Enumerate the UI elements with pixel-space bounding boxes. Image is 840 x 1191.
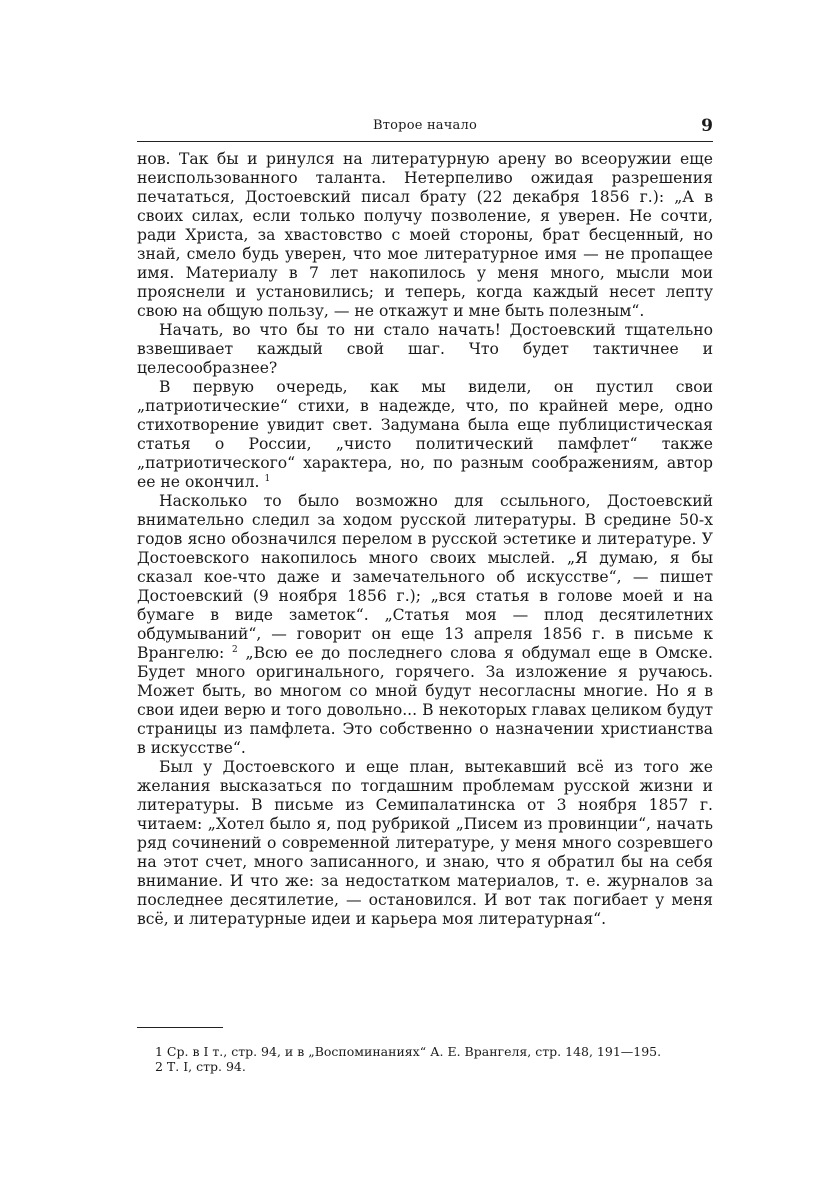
footnote-ref-2[interactable]: 2 [232, 644, 238, 655]
body-text [137, 150, 713, 929]
paragraph-2: Начать, во что бы то ни стало начать! Достоевский тщательно взвешивает каждый свой шаг. Что будет тактичнее и целесообразнее? [137, 321, 713, 377]
paragraph-3 [137, 378, 713, 492]
paragraph-4-text-b: „Всю ее до последнего слова я обдумал еще в Омске. Будет много оригинального, горячего. За изложение я ручаюсь. Может быть, во многом со мной будут несогласны многие. Но я в свои идеи верю и того довольно... В некоторых главах целиком будут страницы из памфлета. Это собственно о назначении христианства в искусстве“. [137, 644, 713, 757]
footnote-rule [137, 1027, 223, 1028]
paragraph-4 [137, 492, 713, 758]
header-rule [137, 141, 713, 142]
page-header [137, 118, 713, 140]
running-title: Второе начало [373, 118, 477, 133]
footnote-ref-1[interactable]: 1 [264, 473, 271, 484]
paragraph-3-text: В первую очередь, как мы видели, он пустил свои „патриотические“ стихи, в надежде, что, по крайней мере, одно стихотворение увидит свет. Задумана была еще публицистическая статья о России, „чисто политический памфлет“ также „патриотического“ характера, но, по разным соображениям, автор ее не окончил. [137, 378, 713, 491]
paragraph-1: нов. Так бы и ринулся на литературную арену во всеоружии еще неиспользованного таланта. Нетерпеливо ожидая разрешения печататься, Достоевский писал брату (22 декабря 1856 г.): „А в своих силах, если только получу позволение, я уверен. Не сочти, ради Христа, за хвастовство с моей стороны, брат бесценный, но знай, смело будь уверен, что мое литературное имя — не пропащее имя. Материалу в 7 лет накопилось у меня много, мысли мои прояснели и установились; и теперь, когда каждый несет лепту свою на общую пользу, — не откажут и мне быть полезным“. [137, 150, 713, 320]
footnote-2: 2 Т. I, стр. 94. [155, 1059, 246, 1074]
footnote-1: 1 Ср. в I т., стр. 94, и в „Воспоминаниях“ А. Е. Врангеля, стр. 148, 191—195. [155, 1044, 662, 1059]
page-number: 9 [701, 116, 713, 136]
paragraph-5: Был у Достоевского и еще план, вытекавший всё из того же желания высказаться по тогдашним проблемам русской жизни и литературы. В письме из Семипалатинска от 3 ноября 1857 г. читаем: „Хотел было я, под рубрикой „Писем из провинции“, начать ряд сочинений о современной литературе, у меня много созревшего на этот счет, много записанного, и знаю, что я обратил бы на себя внимание. И что же: за недостатком материалов, т. е. журналов за последнее десятилетие, — остановился. И вот так погибает у меня всё, и литературные идеи и карьера моя литературная“. [137, 758, 713, 928]
paragraph-4-text-a: Насколько то было возможно для ссыльного, Достоевский внимательно следил за ходом русской литературы. В средине 50-х годов ясно обозначился перелом в русской эстетике и литературе. У Достоевского накопилось много своих мыслей. „Я думаю, я бы сказал кое-что даже и замечательного об искусстве“, — пишет Достоевский (9 ноября 1856 г.); „вся статья в голове моей и на бумаге в виде заметок“. „Статья моя — плод десятилетних обдумываний“, — говорит он еще 13 апреля 1856 г. в письме к Врангелю: [137, 492, 713, 662]
footnotes [137, 1044, 713, 1074]
